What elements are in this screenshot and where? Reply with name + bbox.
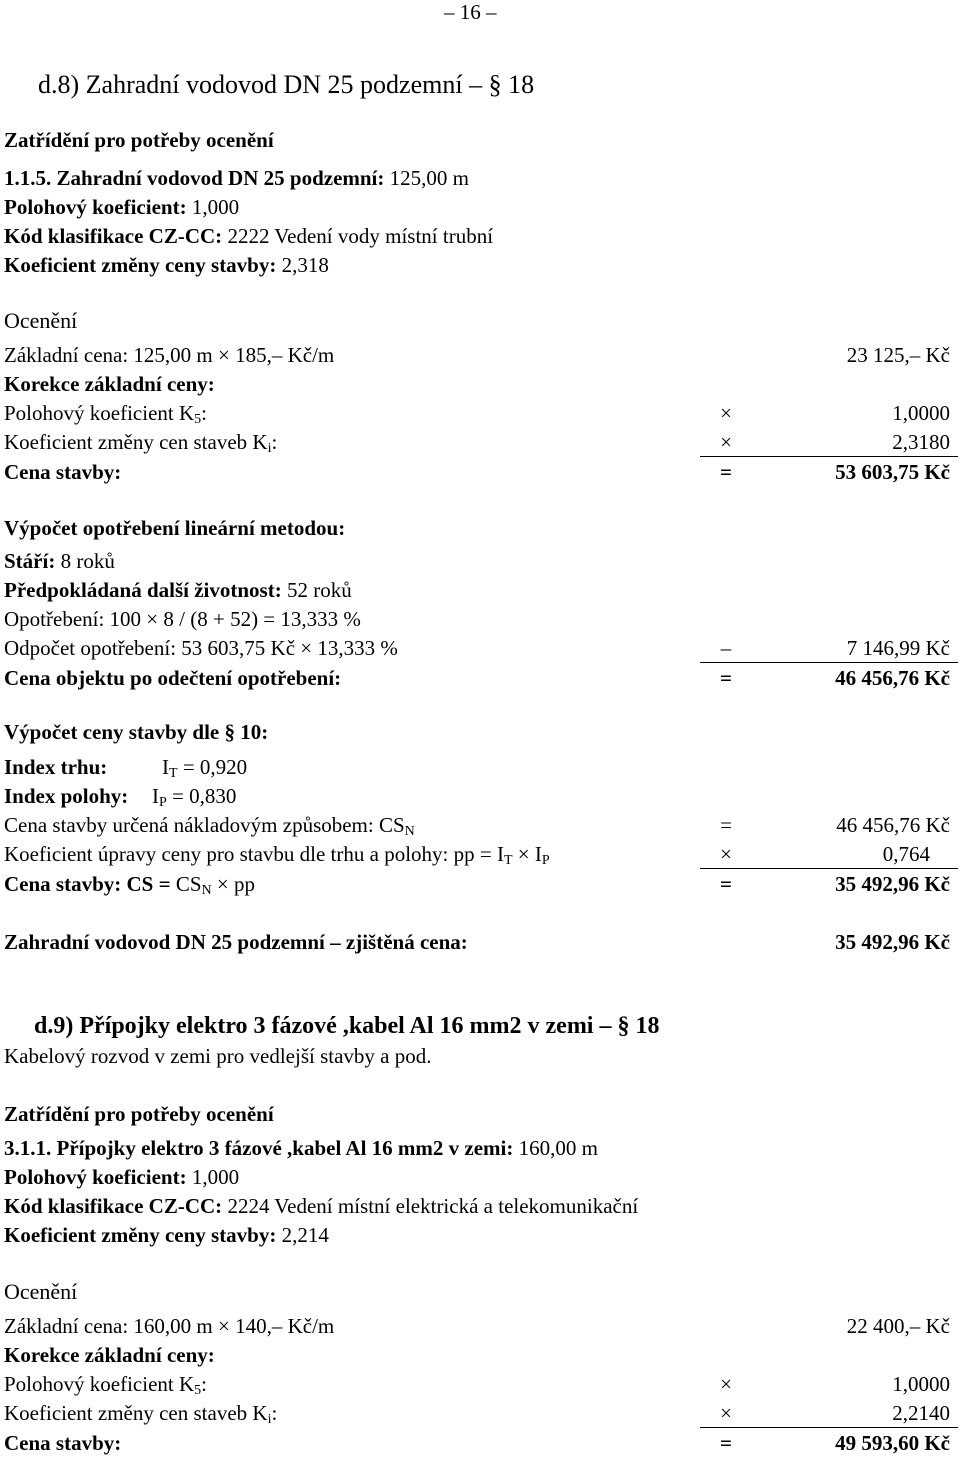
ki-operator: × — [720, 430, 732, 454]
index-trhu-label: Index trhu: — [4, 755, 108, 779]
koef-line — [4, 1225, 329, 1246]
k5-label: Polohový koeficient K — [4, 401, 195, 425]
cena-stavby-label: Cena stavby: — [4, 1431, 122, 1455]
odpocet-operator: – — [720, 636, 732, 660]
item-line — [4, 1138, 598, 1159]
koef-upravy-label: Koeficient úpravy ceny pro stavbu dle trhu a polohy: pp = I — [4, 842, 504, 866]
cs-label: Cena stavby: CS = — [4, 872, 176, 896]
zakladni-cena-value: 22 400,– Kč — [846, 1314, 950, 1338]
kod-label: Kód klasifikace CZ-CC: — [4, 224, 223, 248]
cs-naklad-operator: = — [720, 813, 732, 837]
index-polohy-value: = 0,830 — [172, 784, 237, 808]
section-heading-d9: d.9) Přípojky elektro 3 fázové ,kabel Al 16 mm2 v zemi – § 18 — [34, 1013, 660, 1039]
ki-value: 2,2140 — [892, 1401, 950, 1425]
odpocet-value: 7 146,99 Kč — [846, 636, 950, 660]
ki-sub: i — [267, 441, 272, 456]
oceneni-heading: Ocenění — [4, 308, 78, 333]
koef-upravy-sub1: T — [503, 853, 513, 868]
page-number: – 16 – — [444, 0, 497, 24]
koef-upravy-value: 0,764 — [882, 842, 930, 866]
k5-value: 1,0000 — [892, 401, 950, 425]
sum-rule — [700, 1427, 958, 1428]
k5-sub: 5 — [194, 1383, 202, 1398]
index-polohy-sub: P — [159, 795, 167, 810]
cs-tail: × pp — [211, 872, 255, 896]
index-polohy-line — [4, 784, 237, 810]
index-trhu-value: = 0,920 — [182, 755, 248, 779]
koef-upravy-operator: × — [720, 842, 732, 866]
vypocet-10-heading: Výpočet ceny stavby dle § 10: — [4, 720, 269, 744]
sum-rule — [700, 456, 958, 457]
index-trhu-symbol: I — [162, 755, 169, 779]
item-value: 160,00 m — [518, 1136, 598, 1160]
poloh-line — [4, 197, 239, 218]
koef-upravy-line — [4, 844, 550, 868]
item-label: 3.1.1. Přípojky elektro 3 fázové ,kabel Al 16 mm2 v zemi: — [4, 1136, 514, 1160]
zivotnost-label: Předpokládaná další životnost: — [4, 578, 282, 602]
koef-value: 2,214 — [281, 1223, 329, 1247]
k5-line: Polohový koeficient $K_5$: — [4, 1372, 207, 1398]
cs-value: 35 492,96 Kč — [835, 872, 950, 896]
ki-line: Koeficient změny cen staveb $K_i$: — [4, 430, 278, 456]
cena-stavby-label: Cena stavby: — [4, 460, 122, 484]
index-trhu-line — [4, 755, 248, 781]
ki-value: 2,3180 — [892, 430, 950, 454]
zatrideni-heading: Zatřídění pro potřeby ocenění — [4, 1102, 274, 1126]
kod-line — [4, 1196, 638, 1217]
koef-label: Koeficient změny ceny stavby: — [4, 1223, 277, 1247]
k5-label: Polohový koeficient K — [4, 1372, 195, 1396]
cs-naklad-value: 46 456,76 Kč — [836, 813, 950, 837]
sum-rule — [700, 868, 958, 869]
poloh-value: 1,000 — [191, 195, 240, 219]
poloh-label: Polohový koeficient: — [4, 195, 187, 219]
koef-value: 2,318 — [281, 253, 329, 277]
cs-operator: = — [720, 872, 732, 896]
k5-operator: × — [720, 401, 732, 425]
cs-symbol: CS — [175, 872, 202, 896]
index-trhu-formula — [162, 757, 247, 781]
cs-line — [4, 874, 255, 898]
cs-sub: N — [201, 883, 212, 898]
ki-label: Koeficient změny cen staveb K — [4, 430, 268, 454]
zatrideni-heading: Zatřídění pro potřeby ocenění — [4, 128, 274, 152]
k5-operator: × — [720, 1372, 732, 1396]
section-heading-d8: d.8) Zahradní vodovod DN 25 podzemní – § 18 — [38, 70, 535, 99]
poloh-line — [4, 1167, 239, 1188]
oceneni-heading: Ocenění — [4, 1279, 78, 1304]
ki-line: Koeficient změny cen staveb $K_i$: — [4, 1401, 278, 1427]
zakladni-cena-value: 23 125,– Kč — [846, 343, 950, 367]
koef-label: Koeficient změny ceny stavby: — [4, 253, 277, 277]
item-label: 1.1.5. Zahradní vodovod DN 25 podzemní: — [4, 166, 385, 190]
zivotnost-value: 52 roků — [286, 578, 352, 602]
index-polohy-formula — [152, 786, 236, 810]
cs-naklad-line — [4, 815, 415, 839]
item-value: 125,00 m — [389, 166, 469, 190]
zakladni-cena: Základní cena: 125,00 m × 185,– Kč/m — [4, 343, 335, 367]
vypocet-opotrebeni-heading: Výpočet opotřebení lineární metodou: — [4, 516, 346, 540]
item-line — [4, 168, 469, 189]
ki-label: Koeficient změny cen staveb K — [4, 1401, 268, 1425]
stari-line — [4, 551, 115, 572]
odpocet-line: Odpočet opotřebení: 53 603,75 Kč × 13,333 % — [4, 636, 398, 660]
index-polohy-symbol: I — [152, 784, 159, 808]
cs-naklad-label: Cena stavby určená nákladovým způsobem: CS — [4, 813, 405, 837]
cena-stavby-operator: = — [720, 1431, 732, 1455]
zakladni-cena: Základní cena: 160,00 m × 140,– Kč/m — [4, 1314, 335, 1338]
poloh-label: Polohový koeficient: — [4, 1165, 187, 1189]
zjistena-cena-value: 35 492,96 Kč — [835, 930, 950, 954]
poloh-value: 1,000 — [191, 1165, 240, 1189]
cena-stavby-value: 53 603,75 Kč — [835, 460, 950, 484]
k5-line: Polohový koeficient $K_5$: — [4, 401, 207, 427]
k5-sub: 5 — [194, 412, 202, 427]
k5-value: 1,0000 — [892, 1372, 950, 1396]
index-polohy-label: Index polohy: — [4, 784, 129, 808]
koef-upravy-sub2: P — [541, 853, 550, 868]
ki-sub: i — [267, 1412, 272, 1427]
po-odecteni-value: 46 456,76 Kč — [835, 666, 950, 690]
koef-line — [4, 255, 329, 276]
po-odecteni-label: Cena objektu po odečtení opotřebení: — [4, 666, 342, 690]
korekce-heading: Korekce základní ceny: — [4, 372, 215, 396]
kod-value: 2222 Vedení vody místní trubní — [227, 224, 494, 248]
index-trhu-sub: T — [169, 766, 178, 781]
cs-naklad-sub: N — [404, 824, 415, 839]
cena-stavby-operator: = — [720, 460, 732, 484]
kod-value: 2224 Vedení místní elektrická a telekomunikační — [227, 1194, 639, 1218]
korekce-heading: Korekce základní ceny: — [4, 1343, 215, 1367]
stari-value: 8 roků — [60, 549, 115, 573]
kod-label: Kód klasifikace CZ-CC: — [4, 1194, 223, 1218]
zjistena-cena-label: Zahradní vodovod DN 25 podzemní – zjištěná cena: — [4, 930, 468, 954]
cena-stavby-value: 49 593,60 Kč — [835, 1431, 950, 1455]
stari-label: Stáří: — [4, 549, 56, 573]
opotrebeni-line: Opotřebení: 100 × 8 / (8 + 52) = 13,333 % — [4, 607, 361, 631]
zivotnost-line — [4, 580, 352, 601]
po-odecteni-operator: = — [720, 666, 732, 690]
sum-rule — [700, 662, 958, 663]
ki-operator: × — [720, 1401, 732, 1425]
kod-line — [4, 226, 493, 247]
koef-upravy-mid: × I — [512, 842, 542, 866]
section-description: Kabelový rozvod v zemi pro vedlejší stavby a pod. — [4, 1044, 432, 1068]
